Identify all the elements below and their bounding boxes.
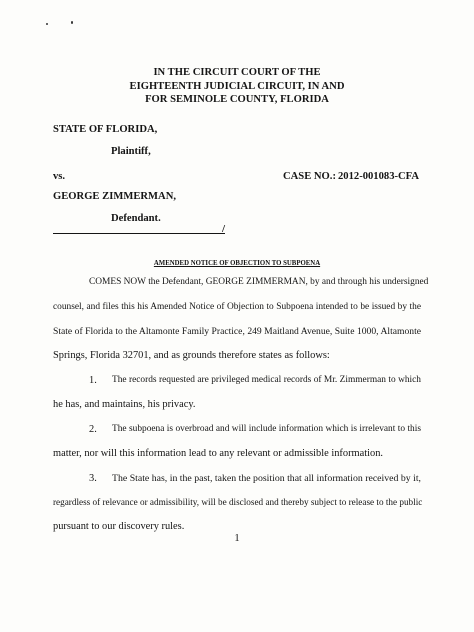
defendant-name: GEORGE ZIMMERMAN, [53, 191, 177, 202]
intro-line: Springs, Florida 32701, and as grounds therefore states as follows: [53, 350, 330, 361]
list-item-number: 2. [89, 424, 97, 435]
plaintiff-role: Plaintiff, [111, 146, 151, 157]
scan-speck [46, 23, 48, 25]
court-header-line: IN THE CIRCUIT COURT OF THE [153, 67, 321, 78]
versus-label: vs. [53, 171, 66, 182]
case-number-label: CASE NO.: [283, 171, 336, 182]
document-title: AMENDED NOTICE OF OBJECTION TO SUBPOENA [153, 260, 321, 267]
scan-speck [71, 21, 73, 24]
caption-slash: / [222, 223, 226, 235]
intro-line: counsel, and files this his Amended Notice of Objection to Subpoena intended to be issued by the [53, 302, 421, 312]
list-item-line: regardless of relevance or admissibility, will be disclosed and thereby subject to release to the public [53, 497, 423, 507]
list-item-line: The records requested are privileged medical records of Mr. Zimmerman to which [112, 375, 421, 385]
court-header-line: EIGHTEENTH JUDICIAL CIRCUIT, IN AND [129, 80, 345, 92]
intro-line: State of Florida to the Altamonte Family Practice, 249 Maitland Avenue, Suite 1000, Altamonte [53, 326, 421, 337]
case-number: 2012-001083-CFA [338, 171, 420, 182]
list-item-number: 3. [89, 473, 97, 484]
list-item-line: matter, nor will this information lead to any relevant or admissible information. [53, 448, 383, 459]
caption-rule [53, 233, 225, 234]
list-item-number: 1. [89, 375, 97, 386]
court-header [90, 66, 384, 107]
list-item-line: pursuant to our discovery rules. [53, 521, 185, 532]
court-header-line: FOR SEMINOLE COUNTY, FLORIDA [145, 94, 329, 105]
page-number: 1 [234, 533, 240, 544]
plaintiff-name: STATE OF FLORIDA, [53, 124, 158, 135]
list-item-line: he has, and maintains, his privacy. [53, 399, 196, 410]
defendant-role: Defendant. [111, 213, 161, 224]
list-item-line: The State has, in the past, taken the position that all information received by it, [112, 473, 421, 484]
list-item-line: The subpoena is overbroad and will include information which is irrelevant to this [112, 424, 421, 434]
intro-line: COMES NOW the Defendant, GEORGE ZIMMERMAN, by and through his undersigned [89, 277, 429, 287]
